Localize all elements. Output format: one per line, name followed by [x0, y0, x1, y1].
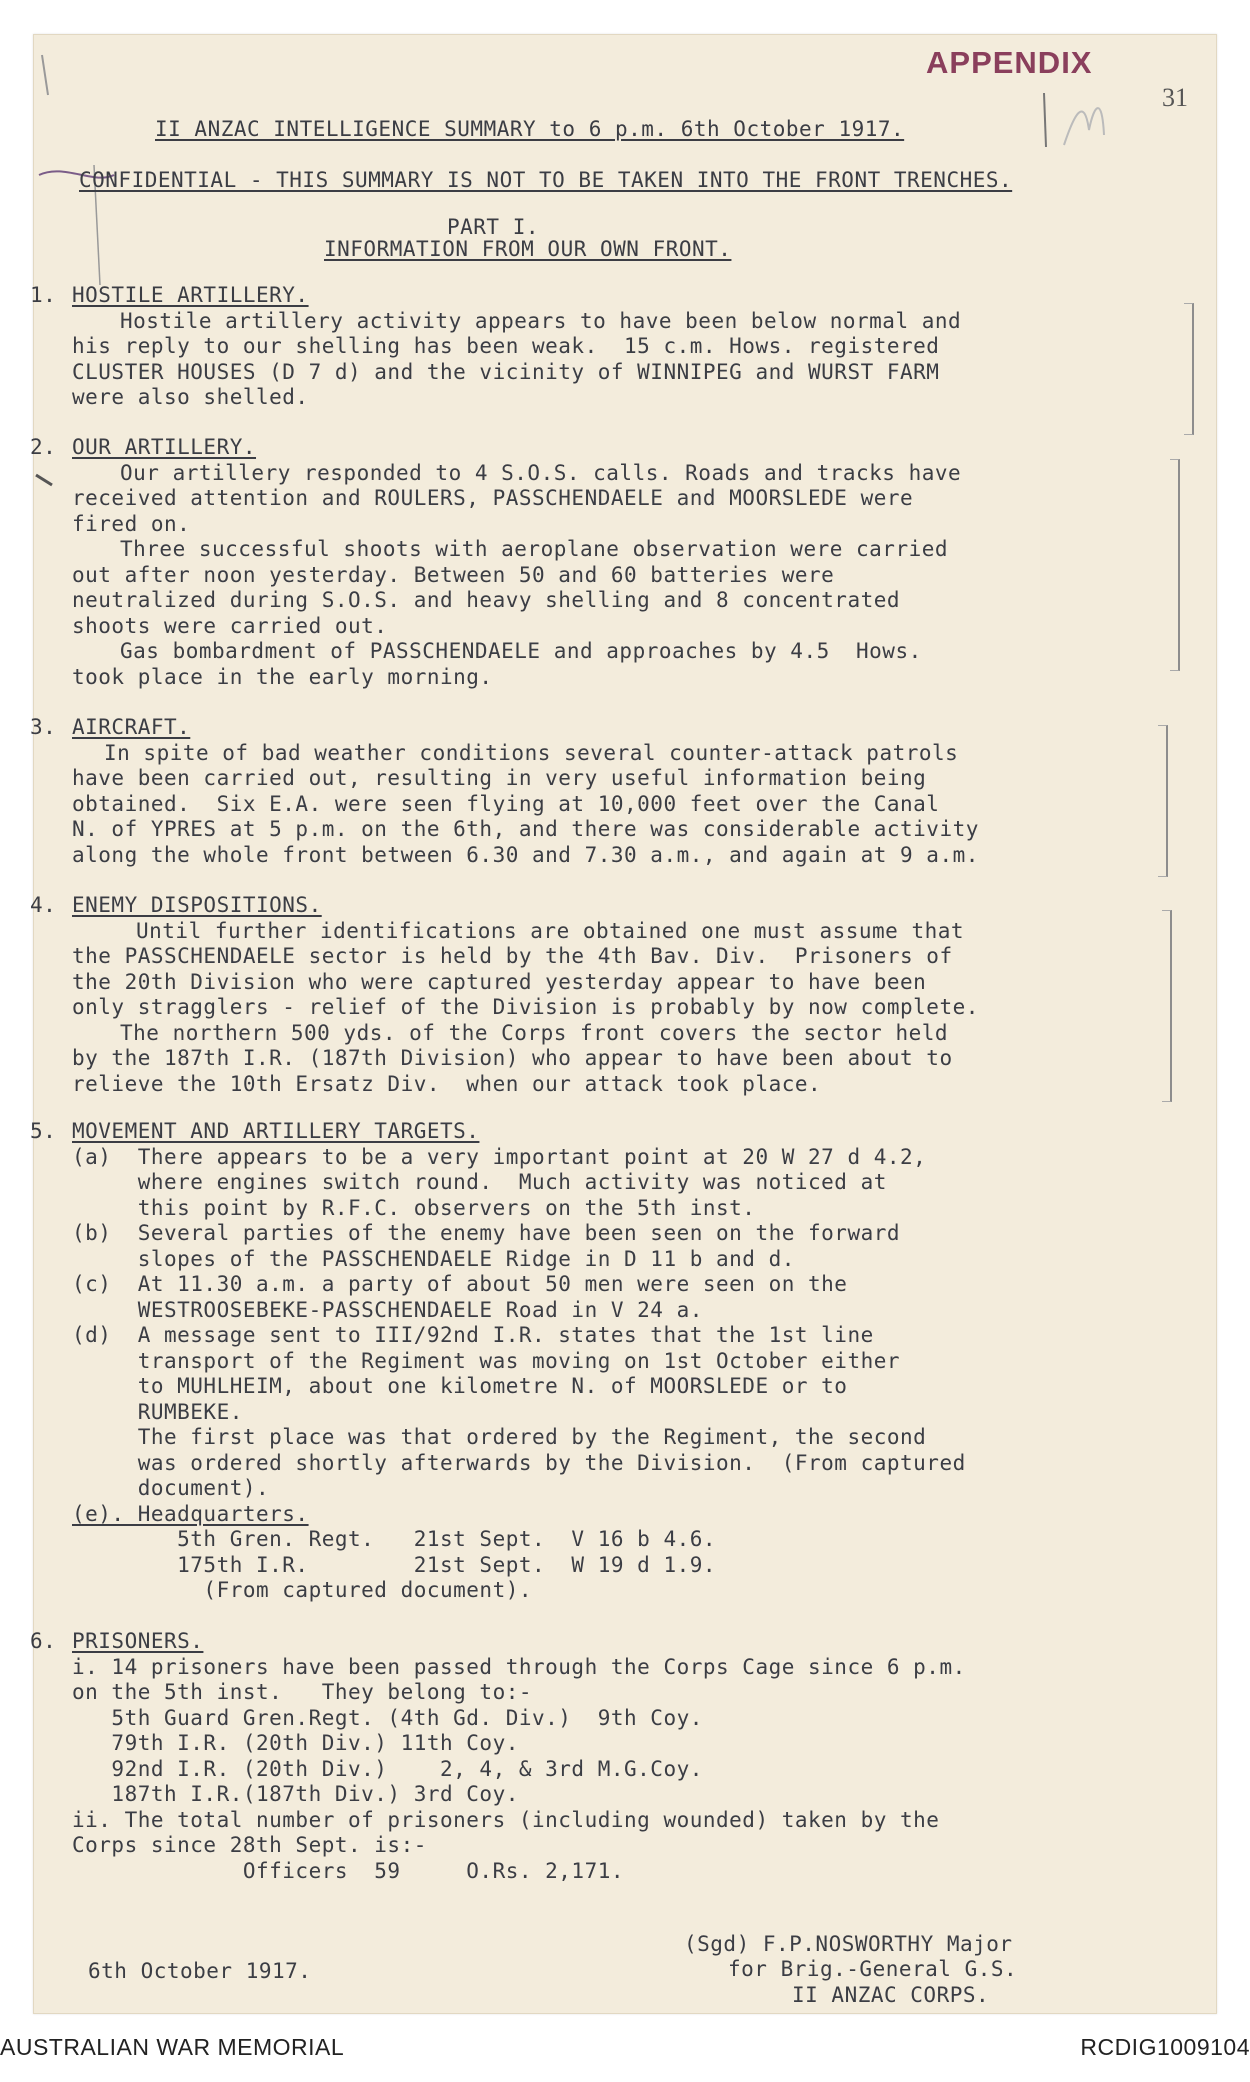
text-line: transport of the Regiment was moving on 1st October either	[72, 1349, 901, 1373]
text-line: (a) There appears to be a very important point at 20 W 27 d 4.2,	[72, 1145, 927, 1169]
signature-line: for Brig.-General G.S.	[728, 1957, 1018, 1981]
text-line: the PASSCHENDAELE sector is held by the 4th Bav. Div. Prisoners of	[72, 944, 953, 968]
section-heading: HOSTILE ARTILLERY.	[72, 283, 309, 307]
text-line: 79th I.R. (20th Div.) 11th Coy.	[72, 1731, 519, 1755]
text-line: fired on.	[72, 512, 191, 536]
text-line: 175th I.R. 21st Sept. W 19 d 1.9.	[72, 1553, 717, 1577]
text-line: shoots were carried out.	[72, 614, 388, 638]
text-line: neutralized during S.O.S. and heavy shelling and 8 concentrated	[72, 588, 901, 612]
section-number: 6.	[30, 1629, 57, 1653]
text-line: by the 187th I.R. (187th Division) who appear to have been about to	[72, 1046, 953, 1070]
section-heading: MOVEMENT AND ARTILLERY TARGETS.	[72, 1119, 480, 1143]
text-line: Hostile artillery activity appears to have been below normal and	[120, 309, 962, 333]
text-line: the 20th Division who were captured yesterday appear to have been	[72, 970, 927, 994]
text-line: were also shelled.	[72, 385, 309, 409]
margin-bracket	[1158, 725, 1168, 877]
text-line: out after noon yesterday. Between 50 and 60 batteries were	[72, 563, 835, 587]
text-line: have been carried out, resulting in very useful information being	[72, 766, 927, 790]
text-line: Gas bombardment of PASSCHENDAELE and approaches by 4.5 Hows.	[120, 639, 922, 663]
text-line: (e). Headquarters.	[72, 1502, 309, 1526]
section-number: 1.	[30, 283, 57, 307]
section-number: 5.	[30, 1119, 57, 1143]
text-line: his reply to our shelling has been weak. 15 c.m. Hows. registered	[72, 334, 940, 358]
text-line: received attention and ROULERS, PASSCHENDAELE and MOORSLEDE were	[72, 486, 914, 510]
section-heading: AIRCRAFT.	[72, 715, 191, 739]
text-line: 5th Guard Gren.Regt. (4th Gd. Div.) 9th Coy.	[72, 1706, 703, 1730]
text-line: to MUHLHEIM, about one kilometre N. of MOORSLEDE or to	[72, 1374, 848, 1398]
text-line: N. of YPRES at 5 p.m. on the 6th, and there was considerable activity	[72, 817, 979, 841]
text-line: 5th Gren. Regt. 21st Sept. V 16 b 4.6.	[72, 1527, 717, 1551]
section-number: 3.	[30, 715, 57, 739]
text-line: Three successful shoots with aeroplane observation were carried	[120, 537, 949, 561]
text-line: Corps since 28th Sept. is:-	[72, 1833, 427, 1857]
text-line: document).	[72, 1476, 270, 1500]
text-line: (d) A message sent to III/92nd I.R. states that the 1st line	[72, 1323, 874, 1347]
text-line: Officers 59 O.Rs. 2,171.	[72, 1859, 625, 1883]
document-date: 6th October 1917.	[88, 1959, 312, 1983]
text-line: relieve the 10th Ersatz Div. when our attack took place.	[72, 1072, 822, 1096]
text-line: took place in the early morning.	[72, 665, 493, 689]
text-line: In spite of bad weather conditions several counter-attack patrols	[104, 741, 959, 765]
signature-line: (Sgd) F.P.NOSWORTHY Major	[684, 1932, 1013, 1956]
text-line: CLUSTER HOUSES (D 7 d) and the vicinity of WINNIPEG and WURST FARM	[72, 360, 940, 384]
text-line: (From captured document).	[72, 1578, 533, 1602]
section-number: 2.	[30, 435, 57, 459]
section-heading: OUR ARTILLERY.	[72, 435, 257, 459]
section-heading: ENEMY DISPOSITIONS.	[72, 893, 322, 917]
text-line: 92nd I.R. (20th Div.) 2, 4, & 3rd M.G.Coy.	[72, 1757, 703, 1781]
part-heading: PART I.	[447, 215, 540, 239]
confidential-notice: CONFIDENTIAL - THIS SUMMARY IS NOT TO BE TAKEN INTO THE FRONT TRENCHES.	[79, 168, 1013, 192]
text-line: (b) Several parties of the enemy have been seen on the forward	[72, 1221, 901, 1245]
document-page	[30, 34, 1217, 2014]
text-line: obtained. Six E.A. were seen flying at 10,000 feet over the Canal	[72, 792, 940, 816]
section-heading: PRISONERS.	[72, 1629, 204, 1653]
margin-bracket	[1170, 459, 1180, 671]
text-line: Our artillery responded to 4 S.O.S. calls. Roads and tracks have	[120, 461, 962, 485]
text-line: was ordered shortly afterwards by the Division. (From captured	[72, 1451, 966, 1475]
text-line: on the 5th inst. They belong to:-	[72, 1680, 533, 1704]
folio-number: 31	[1162, 83, 1188, 112]
document-title: II ANZAC INTELLIGENCE SUMMARY to 6 p.m. 6th October 1917.	[155, 117, 905, 141]
section-number: 4.	[30, 893, 57, 917]
text-line: this point by R.F.C. observers on the 5th inst.	[72, 1196, 756, 1220]
footer-record-id: RCDIG1009104	[1080, 2034, 1250, 2060]
text-line: along the whole front between 6.30 and 7.30 a.m., and again at 9 a.m.	[72, 843, 979, 867]
text-line: The northern 500 yds. of the Corps front covers the sector held	[120, 1021, 949, 1045]
text-line: The first place was that ordered by the Regiment, the second	[72, 1425, 927, 1449]
text-line: only stragglers - relief of the Division is probably by now complete.	[72, 995, 979, 1019]
text-line: where engines switch round. Much activity was noticed at	[72, 1170, 887, 1194]
signature-line: II ANZAC CORPS.	[792, 1983, 990, 2007]
appendix-stamp: APPENDIX	[926, 45, 1093, 80]
text-line: WESTROOSEBEKE-PASSCHENDAELE Road in V 24 a.	[72, 1298, 703, 1322]
text-line: ii. The total number of prisoners (including wounded) taken by the	[72, 1808, 940, 1832]
text-line: 187th I.R.(187th Div.) 3rd Coy.	[72, 1782, 519, 1806]
text-line: Until further identifications are obtained one must assume that	[136, 919, 965, 943]
margin-bracket	[1162, 910, 1172, 1102]
text-line: RUMBEKE.	[72, 1400, 243, 1424]
footer-archive-name: AUSTRALIAN WAR MEMORIAL	[0, 2034, 345, 2060]
text-line: slopes of the PASSCHENDAELE Ridge in D 11 b and d.	[72, 1247, 795, 1271]
text-line: i. 14 prisoners have been passed through the Corps Cage since 6 p.m.	[72, 1655, 966, 1679]
part-subheading: INFORMATION FROM OUR OWN FRONT.	[324, 237, 732, 261]
text-line: (c) At 11.30 a.m. a party of about 50 men were seen on the	[72, 1272, 848, 1296]
margin-bracket	[1184, 303, 1194, 435]
